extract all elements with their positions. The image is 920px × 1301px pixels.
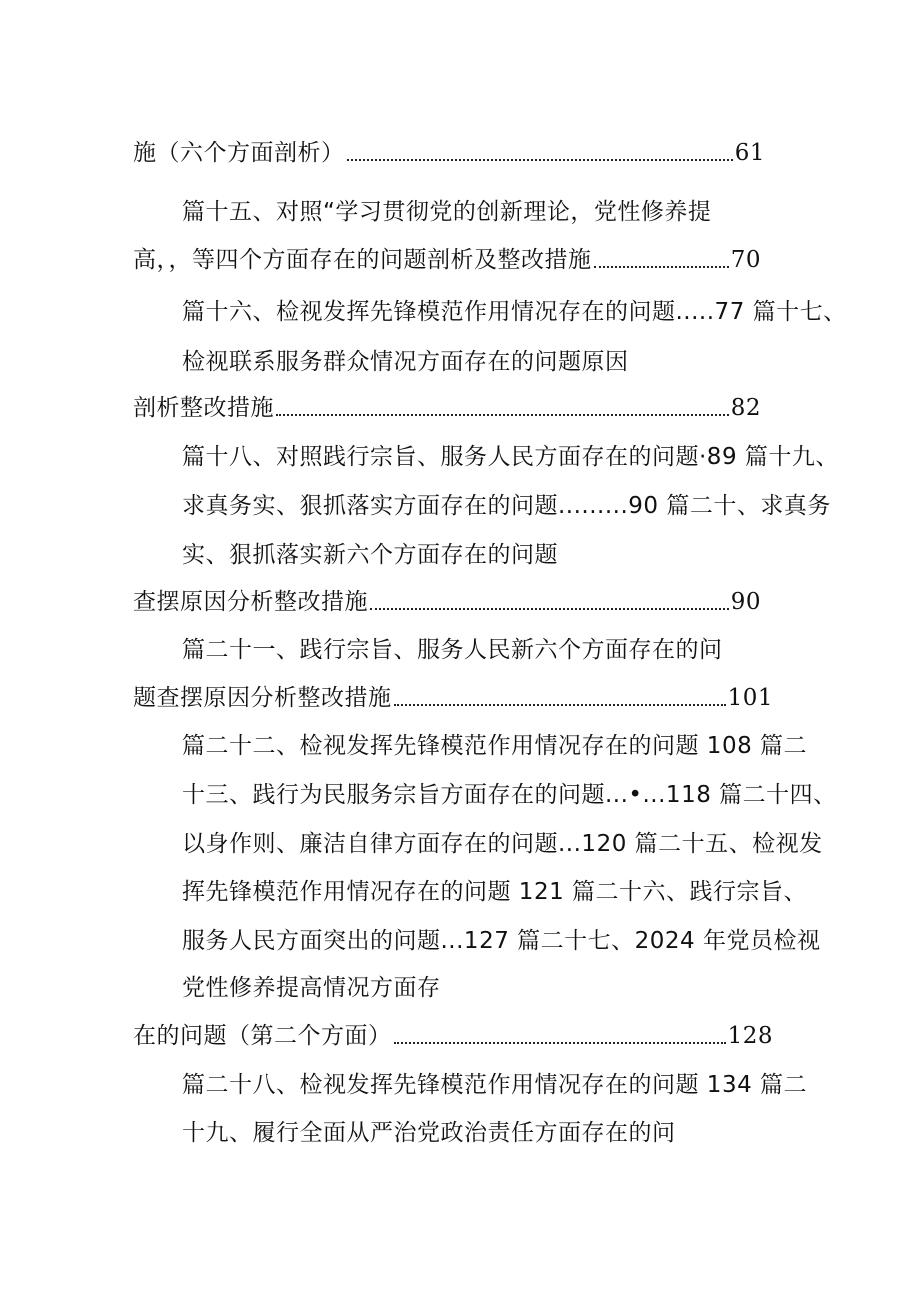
toc-entry[interactable] <box>133 138 765 168</box>
toc-entry[interactable] <box>133 587 761 617</box>
toc-text-line: 篇二十二、检视发挥先锋模范作用情况存在的问题 108 篇二 <box>182 733 808 759</box>
toc-text-line: 十三、践行为民服务宗旨方面存在的问题...•...118 篇二十四、 <box>182 782 837 808</box>
toc-text-line: 篇十六、检视发挥先锋模范作用情况存在的问题.....77 篇十七、 <box>182 299 847 325</box>
toc-entry[interactable] <box>133 1021 773 1051</box>
dot-leader <box>594 266 729 268</box>
toc-text-line: 篇十五、对照“学习贯彻党的创新理论，党性修养提 <box>182 199 712 225</box>
toc-entry-title: 查摆原因分析整改措施 <box>133 589 368 615</box>
toc-entry[interactable] <box>133 245 761 275</box>
toc-page-number: 90 <box>730 589 761 615</box>
toc-page-number: 82 <box>730 395 761 421</box>
dot-leader <box>347 159 733 161</box>
dot-leader <box>394 1042 726 1044</box>
toc-text-line: 篇二十一、践行宗旨、服务人民新六个方面存在的问 <box>182 637 723 663</box>
toc-text-line: 篇十八、对照践行宗旨、服务人民方面存在的问题·89 篇十九、 <box>182 444 839 470</box>
toc-entry-title: 施（六个方面剖析） <box>133 140 345 166</box>
toc-text-line: 党性修养提高情况方面存 <box>182 975 441 1001</box>
dot-leader <box>276 414 729 416</box>
toc-page-number: 101 <box>727 685 773 711</box>
toc-page-number: 70 <box>730 247 761 273</box>
dot-leader <box>394 704 726 706</box>
toc-text-line: 十九、履行全面从严治党政治责任方面存在的问 <box>182 1120 676 1146</box>
toc-page-number: 61 <box>734 140 765 166</box>
toc-page-number: 128 <box>727 1023 773 1049</box>
dot-leader <box>370 608 729 610</box>
toc-entry-title: 题查摆原因分析整改措施 <box>133 685 392 711</box>
toc-text-line: 检视联系服务群众情况方面存在的问题原因 <box>182 349 629 375</box>
toc-text-line: 求真务实、狠抓落实方面存在的问题.........90 篇二十、求真务 <box>182 493 831 519</box>
toc-entry-title: 高，，等四个方面存在的问题剖析及整改措施 <box>133 247 592 273</box>
toc-text-line: 以身作则、廉洁自律方面存在的问题...120 篇二十五、检视发 <box>182 831 823 857</box>
toc-text-line: 篇二十八、检视发挥先锋模范作用情况存在的问题 134 篇二 <box>182 1072 808 1098</box>
toc-entry-title: 在的问题（第二个方面） <box>133 1023 392 1049</box>
toc-entry[interactable] <box>133 393 761 423</box>
toc-entry[interactable] <box>133 683 773 713</box>
toc-text-line: 挥先锋模范作用情况存在的问题 121 篇二十六、践行宗旨、 <box>182 879 808 905</box>
toc-text-line: 服务人民方面突出的问题...127 篇二十七、2024 年党员检视 <box>182 928 821 954</box>
toc-entry-title: 剖析整改措施 <box>133 395 274 421</box>
toc-text-line: 实、狠抓落实新六个方面存在的问题 <box>182 542 558 568</box>
